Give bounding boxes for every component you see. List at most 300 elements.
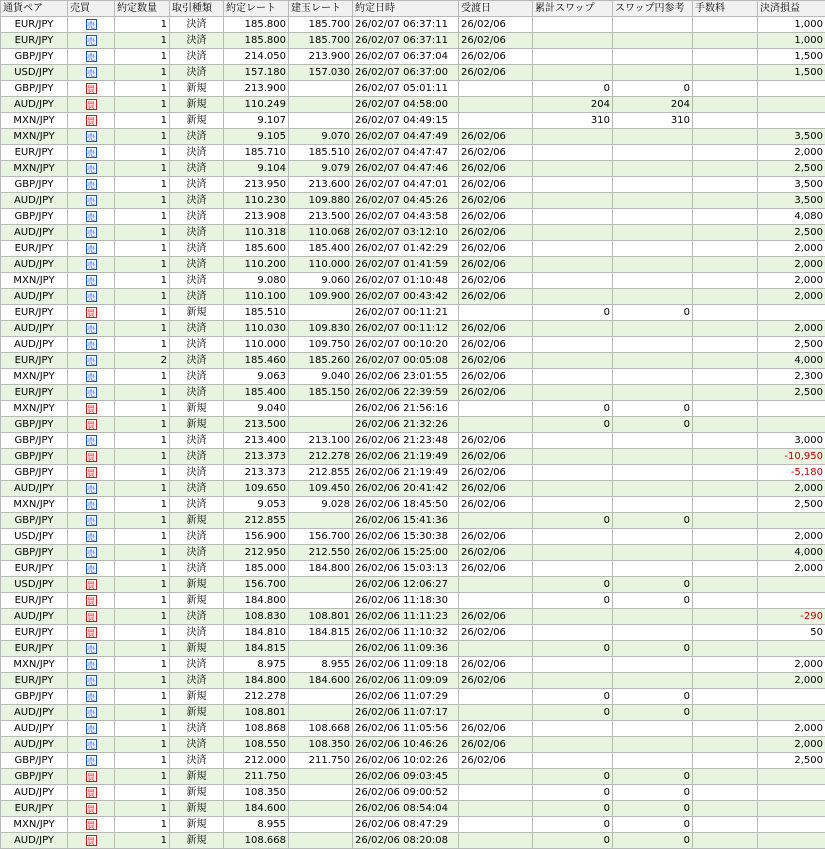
table-row[interactable] [1,817,825,833]
cell-settle-date [459,577,533,593]
cell-qty: 1 [115,145,170,161]
table-row[interactable] [1,657,825,673]
cell-time: 26/02/07 04:47:47 [353,145,459,161]
cell-swap-ref [613,657,693,673]
cell-swap-ref [613,145,693,161]
table-row[interactable] [1,369,825,385]
cell-time: 26/02/06 11:09:09 [353,673,459,689]
sell-badge-icon: 売 [86,339,97,350]
cell-qty: 1 [115,385,170,401]
cell-rate: 184.600 [224,801,289,817]
table-row[interactable] [1,577,825,593]
cell-side [68,705,115,721]
cell-pair: AUD/JPY [1,337,68,353]
table-row[interactable] [1,481,825,497]
cell-time: 26/02/07 00:11:12 [353,321,459,337]
cell-type: 決済 [170,737,224,753]
cell-open-rate: 9.040 [289,369,353,385]
table-row[interactable] [1,705,825,721]
cell-qty: 1 [115,513,170,529]
cell-fee [693,113,758,129]
sell-badge-icon: 売 [86,371,97,382]
table-row[interactable] [1,497,825,513]
cell-time: 26/02/06 11:07:17 [353,705,459,721]
cell-swap [533,193,613,209]
cell-swap [533,241,613,257]
cell-rate: 9.063 [224,369,289,385]
table-row[interactable] [1,321,825,337]
cell-rate: 9.040 [224,401,289,417]
cell-side [68,209,115,225]
cell-swap-ref [613,257,693,273]
cell-pl: 2,000 [758,289,825,305]
cell-type: 新規 [170,833,224,849]
table-row[interactable] [1,273,825,289]
cell-open-rate: 109.450 [289,481,353,497]
cell-qty: 1 [115,321,170,337]
cell-type: 新規 [170,769,224,785]
cell-time: 26/02/06 11:05:56 [353,721,459,737]
cell-rate: 213.950 [224,177,289,193]
cell-rate: 110.318 [224,225,289,241]
cell-side [68,289,115,305]
sell-badge-icon: 売 [86,195,97,206]
cell-type: 決済 [170,193,224,209]
cell-fee [693,433,758,449]
cell-pair: GBP/JPY [1,513,68,529]
header-qty[interactable]: 約定数量 [115,1,170,17]
cell-fee [693,577,758,593]
cell-swap-ref [613,241,693,257]
cell-swap-ref [613,465,693,481]
cell-side [68,305,115,321]
cell-open-rate: 184.815 [289,625,353,641]
cell-fee [693,561,758,577]
table-row[interactable] [1,625,825,641]
cell-settle-date: 26/02/06 [459,145,533,161]
sell-badge-icon: 売 [86,51,97,62]
cell-rate: 213.373 [224,465,289,481]
table-row[interactable] [1,113,825,129]
cell-swap-ref: 0 [613,769,693,785]
table-row[interactable] [1,465,825,481]
cell-fee [693,65,758,81]
table-row[interactable] [1,721,825,737]
cell-type: 新規 [170,513,224,529]
cell-swap: 0 [533,817,613,833]
cell-side [68,433,115,449]
cell-settle-date: 26/02/06 [459,273,533,289]
cell-qty: 1 [115,657,170,673]
table-row[interactable] [1,561,825,577]
header-side[interactable]: 売買 [68,1,115,17]
cell-qty: 1 [115,609,170,625]
cell-swap [533,257,613,273]
cell-pair: GBP/JPY [1,465,68,481]
cell-qty: 1 [115,305,170,321]
cell-pair: GBP/JPY [1,209,68,225]
cell-rate: 185.400 [224,385,289,401]
cell-swap-ref [613,321,693,337]
sell-badge-icon: 売 [86,259,97,270]
table-row[interactable] [1,337,825,353]
cell-pl: 3,500 [758,129,825,145]
cell-side [68,257,115,273]
cell-time: 26/02/07 01:42:29 [353,241,459,257]
table-row[interactable] [1,545,825,561]
header-open-rate[interactable]: 建玉レート [289,1,353,17]
table-row[interactable] [1,673,825,689]
table-row[interactable] [1,769,825,785]
cell-type: 新規 [170,401,224,417]
cell-rate: 185.800 [224,17,289,33]
cell-swap [533,337,613,353]
cell-rate: 108.550 [224,737,289,753]
cell-pair: AUD/JPY [1,225,68,241]
cell-qty: 1 [115,17,170,33]
cell-rate: 9.080 [224,273,289,289]
header-pl[interactable]: 決済損益 [758,1,825,17]
cell-pair: AUD/JPY [1,833,68,849]
table-row[interactable] [1,833,825,849]
cell-rate: 213.500 [224,417,289,433]
cell-settle-date: 26/02/06 [459,49,533,65]
cell-time: 26/02/07 00:43:42 [353,289,459,305]
cell-pair: EUR/JPY [1,593,68,609]
cell-type: 決済 [170,609,224,625]
cell-time: 26/02/06 21:32:26 [353,417,459,433]
cell-settle-date: 26/02/06 [459,657,533,673]
cell-settle-date [459,417,533,433]
cell-time: 26/02/06 11:09:36 [353,641,459,657]
cell-fee [693,161,758,177]
cell-rate: 184.800 [224,593,289,609]
cell-time: 26/02/06 11:18:30 [353,593,459,609]
cell-open-rate [289,97,353,113]
cell-rate: 108.830 [224,609,289,625]
cell-qty: 1 [115,561,170,577]
header-swap[interactable]: 累計スワップ [533,1,613,17]
cell-swap-ref [613,497,693,513]
table-row[interactable] [1,241,825,257]
table-row[interactable] [1,641,825,657]
cell-type: 新規 [170,785,224,801]
cell-pair: EUR/JPY [1,561,68,577]
cell-open-rate [289,641,353,657]
sell-badge-icon: 売 [86,291,97,302]
cell-settle-date: 26/02/06 [459,225,533,241]
cell-swap-ref: 204 [613,97,693,113]
cell-swap [533,209,613,225]
cell-side [68,129,115,145]
sell-badge-icon: 売 [86,131,97,142]
cell-side [68,337,115,353]
table-row[interactable] [1,177,825,193]
cell-settle-date: 26/02/06 [459,129,533,145]
table-row[interactable] [1,209,825,225]
cell-time: 26/02/06 15:25:00 [353,545,459,561]
table-row[interactable] [1,225,825,241]
cell-side [68,449,115,465]
cell-swap-ref: 0 [613,401,693,417]
cell-side [68,369,115,385]
cell-open-rate: 157.030 [289,65,353,81]
table-row[interactable] [1,513,825,529]
cell-time: 26/02/06 11:09:18 [353,657,459,673]
buy-badge-icon: 買 [86,595,97,606]
cell-type: 新規 [170,577,224,593]
cell-time: 26/02/07 06:37:00 [353,65,459,81]
cell-swap [533,737,613,753]
table-row[interactable] [1,689,825,705]
cell-rate: 213.908 [224,209,289,225]
header-settle-date[interactable]: 受渡日 [459,1,533,17]
cell-pl [758,97,825,113]
cell-side [68,81,115,97]
cell-type: 決済 [170,65,224,81]
cell-swap [533,465,613,481]
table-row[interactable] [1,609,825,625]
cell-side [68,385,115,401]
cell-fee [693,33,758,49]
cell-side [68,65,115,81]
sell-badge-icon: 売 [86,147,97,158]
cell-open-rate: 109.830 [289,321,353,337]
cell-swap: 0 [533,801,613,817]
cell-swap-ref: 0 [613,81,693,97]
table-row[interactable] [1,81,825,97]
cell-open-rate: 185.260 [289,353,353,369]
cell-swap-ref: 0 [613,817,693,833]
table-row[interactable] [1,65,825,81]
cell-swap-ref [613,161,693,177]
sell-badge-icon: 売 [86,707,97,718]
buy-badge-icon: 買 [86,611,97,622]
cell-fee [693,545,758,561]
cell-type: 決済 [170,481,224,497]
cell-settle-date: 26/02/06 [459,753,533,769]
cell-rate: 213.900 [224,81,289,97]
buy-badge-icon: 買 [86,467,97,478]
cell-qty: 1 [115,689,170,705]
header-fee[interactable]: 手数料 [693,1,758,17]
cell-swap-ref [613,177,693,193]
cell-type: 決済 [170,129,224,145]
cell-fee [693,193,758,209]
table-row[interactable] [1,161,825,177]
cell-rate: 184.810 [224,625,289,641]
cell-pl: 2,000 [758,321,825,337]
table-row[interactable] [1,193,825,209]
cell-pl [758,705,825,721]
cell-time: 26/02/06 15:03:13 [353,561,459,577]
cell-fee [693,449,758,465]
table-row[interactable] [1,257,825,273]
table-row[interactable] [1,401,825,417]
cell-type: 決済 [170,529,224,545]
cell-qty: 1 [115,129,170,145]
cell-rate: 108.801 [224,705,289,721]
cell-side [68,145,115,161]
cell-settle-date: 26/02/06 [459,321,533,337]
table-row[interactable] [1,33,825,49]
cell-rate: 110.100 [224,289,289,305]
cell-swap-ref [613,753,693,769]
cell-qty: 1 [115,785,170,801]
cell-time: 26/02/07 06:37:04 [353,49,459,65]
cell-open-rate: 212.550 [289,545,353,561]
cell-side [68,625,115,641]
cell-pl: 2,300 [758,369,825,385]
cell-pl: 2,500 [758,753,825,769]
cell-type: 決済 [170,625,224,641]
cell-pair: GBP/JPY [1,449,68,465]
table-row[interactable] [1,593,825,609]
cell-pl: 2,500 [758,385,825,401]
buy-badge-icon: 買 [86,803,97,814]
cell-time: 26/02/06 08:47:29 [353,817,459,833]
table-row[interactable] [1,289,825,305]
header-swap-ref[interactable]: スワップ円参考 [613,1,693,17]
cell-fee [693,417,758,433]
cell-type: 新規 [170,641,224,657]
cell-open-rate: 109.750 [289,337,353,353]
cell-settle-date: 26/02/06 [459,449,533,465]
cell-qty: 1 [115,593,170,609]
table-row[interactable] [1,97,825,113]
table-row[interactable] [1,785,825,801]
cell-swap-ref: 0 [613,577,693,593]
cell-open-rate [289,305,353,321]
table-row[interactable] [1,737,825,753]
header-pair[interactable]: 通貨ペア [1,1,68,17]
cell-settle-date [459,641,533,657]
table-row[interactable] [1,49,825,65]
cell-open-rate [289,801,353,817]
cell-qty: 1 [115,193,170,209]
cell-time: 26/02/06 09:03:45 [353,769,459,785]
cell-settle-date: 26/02/06 [459,529,533,545]
cell-pl: 4,000 [758,545,825,561]
cell-qty: 1 [115,257,170,273]
cell-pl: 2,000 [758,673,825,689]
table-row[interactable] [1,129,825,145]
cell-settle-date [459,689,533,705]
header-rate[interactable]: 約定レート [224,1,289,17]
cell-pair: EUR/JPY [1,801,68,817]
cell-pl: -5,180 [758,465,825,481]
cell-open-rate: 213.100 [289,433,353,449]
cell-time: 26/02/07 04:45:26 [353,193,459,209]
cell-rate: 212.855 [224,513,289,529]
cell-open-rate: 9.028 [289,497,353,513]
table-row[interactable] [1,353,825,369]
cell-time: 26/02/07 01:41:59 [353,257,459,273]
cell-pair: EUR/JPY [1,641,68,657]
table-row[interactable] [1,529,825,545]
buy-badge-icon: 買 [86,419,97,430]
cell-side [68,609,115,625]
table-row[interactable] [1,433,825,449]
cell-fee [693,689,758,705]
table-row[interactable] [1,449,825,465]
table-row[interactable] [1,145,825,161]
cell-qty: 1 [115,449,170,465]
cell-open-rate: 184.800 [289,561,353,577]
cell-fee [693,657,758,673]
cell-pair: EUR/JPY [1,625,68,641]
cell-swap [533,17,613,33]
cell-type: 決済 [170,465,224,481]
cell-time: 26/02/07 04:47:49 [353,129,459,145]
cell-pair: AUD/JPY [1,289,68,305]
cell-rate: 108.668 [224,833,289,849]
cell-settle-date: 26/02/06 [459,737,533,753]
cell-open-rate: 185.400 [289,241,353,257]
cell-qty: 1 [115,705,170,721]
cell-swap-ref [613,673,693,689]
table-row[interactable] [1,417,825,433]
cell-pair: AUD/JPY [1,257,68,273]
cell-open-rate: 109.880 [289,193,353,209]
cell-pl [758,81,825,97]
cell-fee [693,257,758,273]
header-type[interactable]: 取引種類 [170,1,224,17]
cell-pair: AUD/JPY [1,321,68,337]
cell-rate: 185.710 [224,145,289,161]
cell-time: 26/02/07 04:49:15 [353,113,459,129]
cell-pl [758,833,825,849]
cell-pair: EUR/JPY [1,241,68,257]
cell-qty: 1 [115,161,170,177]
cell-pair: EUR/JPY [1,17,68,33]
cell-side [68,817,115,833]
cell-swap [533,433,613,449]
cell-swap-ref: 0 [613,785,693,801]
cell-open-rate: 213.900 [289,49,353,65]
buy-badge-icon: 買 [86,771,97,782]
cell-settle-date [459,769,533,785]
table-row[interactable] [1,753,825,769]
cell-pl: 3,500 [758,177,825,193]
cell-settle-date [459,113,533,129]
cell-swap [533,49,613,65]
cell-qty: 1 [115,289,170,305]
header-time[interactable]: 約定日時 [353,1,459,17]
cell-swap: 0 [533,833,613,849]
cell-pl [758,305,825,321]
table-row[interactable] [1,385,825,401]
cell-fee [693,673,758,689]
cell-settle-date: 26/02/06 [459,545,533,561]
cell-settle-date: 26/02/06 [459,33,533,49]
cell-open-rate: 213.500 [289,209,353,225]
cell-settle-date: 26/02/06 [459,257,533,273]
cell-type: 決済 [170,17,224,33]
table-row[interactable] [1,17,825,33]
cell-time: 26/02/07 00:05:08 [353,353,459,369]
cell-open-rate: 156.700 [289,529,353,545]
table-row[interactable] [1,801,825,817]
cell-swap [533,497,613,513]
table-row[interactable] [1,305,825,321]
cell-type: 決済 [170,273,224,289]
cell-qty: 1 [115,273,170,289]
cell-time: 26/02/06 10:46:26 [353,737,459,753]
cell-pair: EUR/JPY [1,305,68,321]
cell-swap: 0 [533,769,613,785]
cell-type: 新規 [170,817,224,833]
